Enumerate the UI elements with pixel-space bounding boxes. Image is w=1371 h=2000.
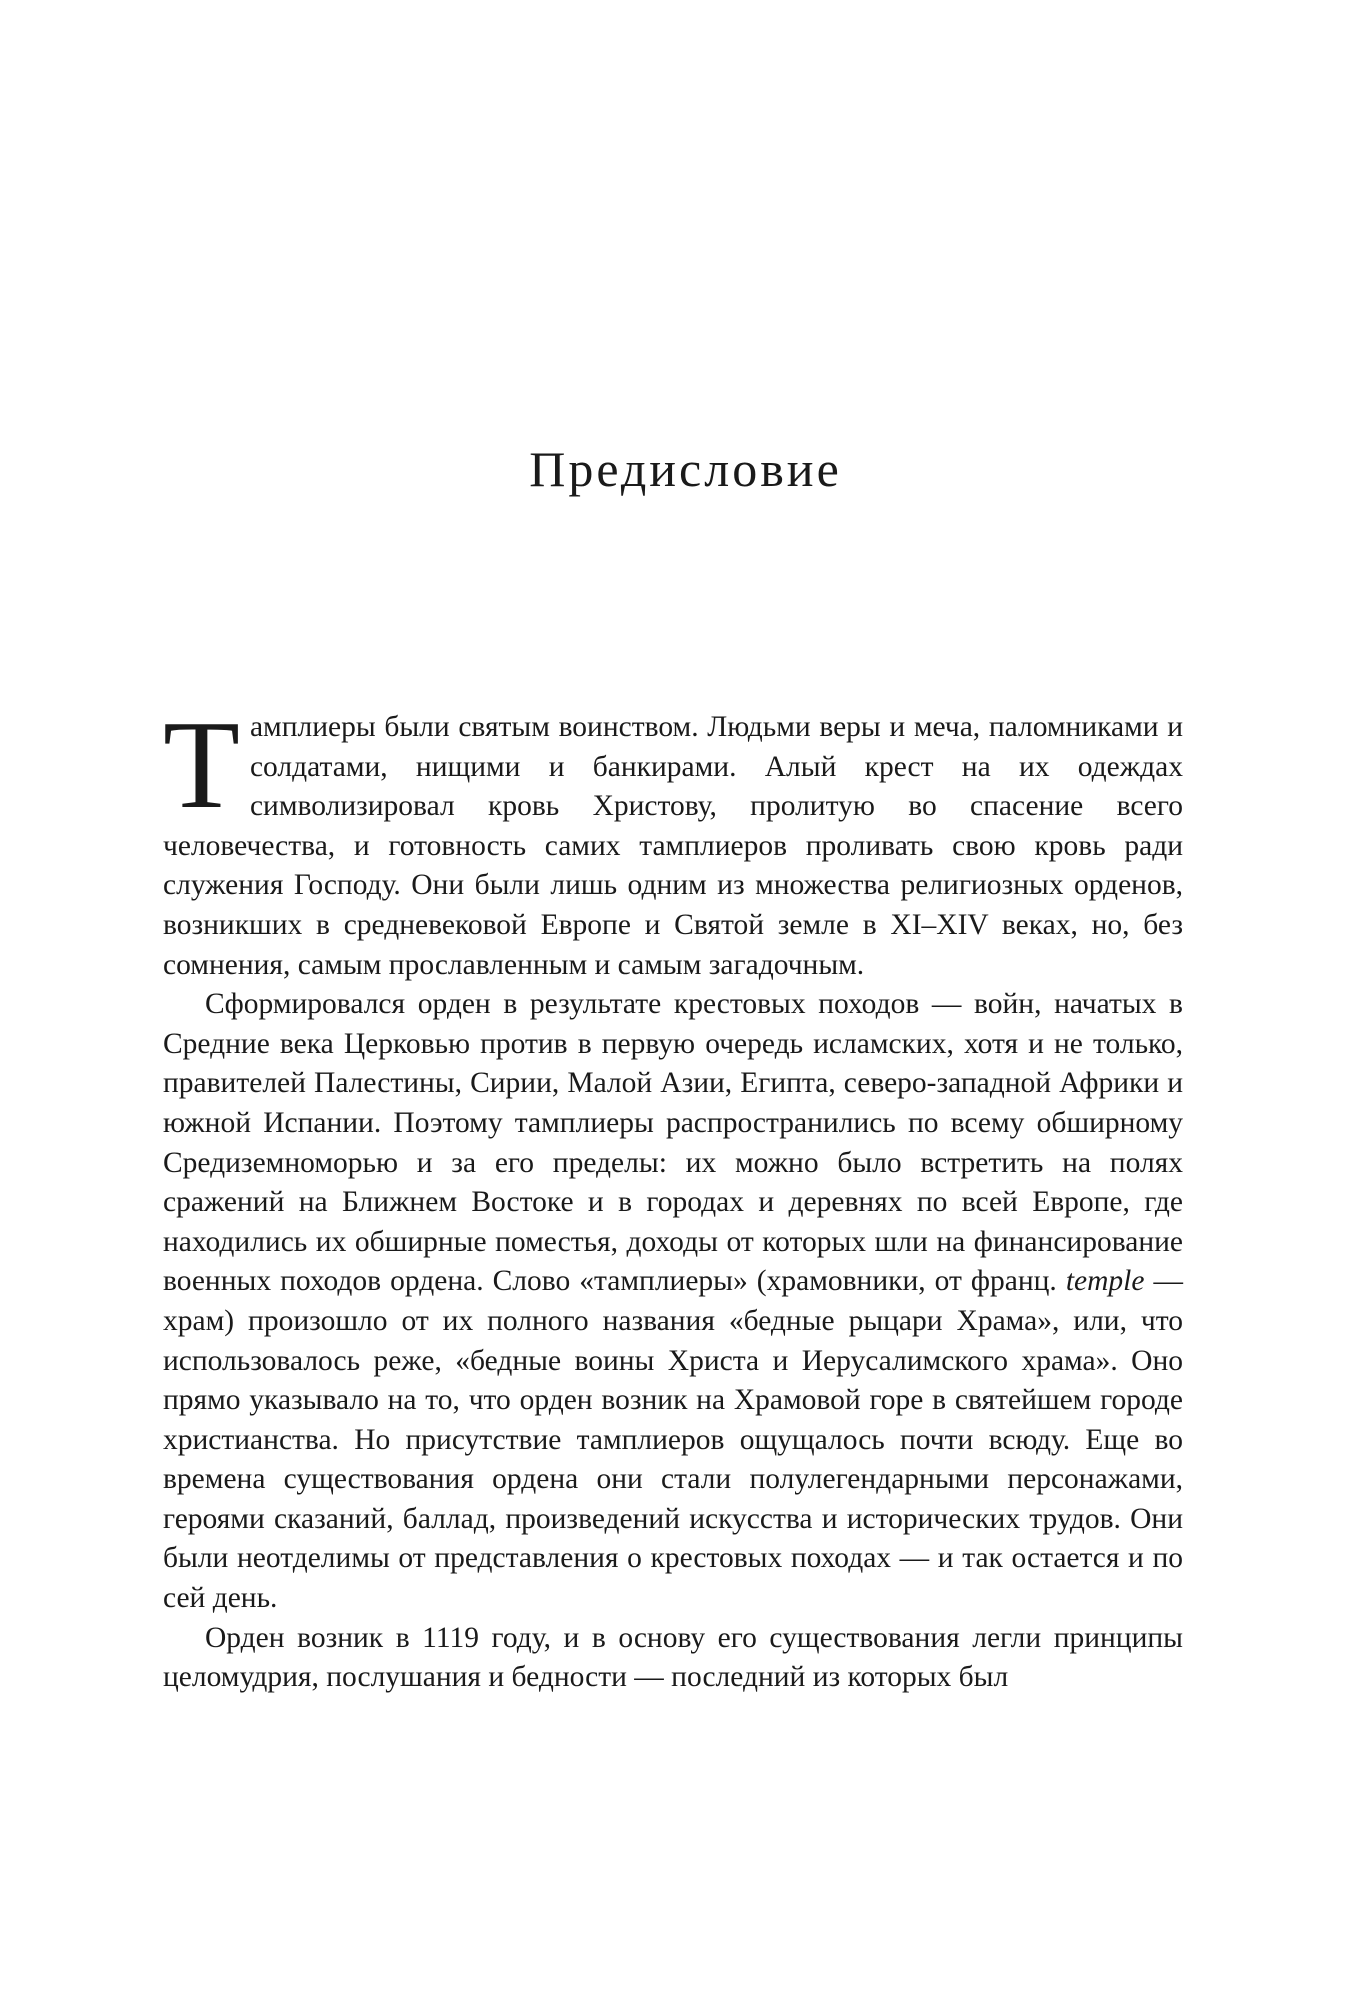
italic-term: temple: [1065, 1265, 1145, 1298]
paragraph-1: [163, 696, 1183, 985]
chapter-body: [163, 696, 1184, 1698]
chapter-title: Предисловие: [529, 441, 842, 497]
drop-cap: Т: [163, 696, 240, 835]
paragraph-2-text-b: — храм) произошло от их полного названия «бедные рыцари Храма», или, что использовалось реже, «бедные воины Христа и Иерусалимского храма». Оно прямо указывало на то, что орден возник на Храмовой горе в святейшем городе христианства. Но присутствие тамплиеров ощущалось почти всюду. Еще во времена существования ордена они стали полулегендарными персонажами, героями сказаний, баллад, произведений искусства и исторических трудов. Они были неотделимы от представления о крестовых походах — и так остается и по сей день.: [163, 1265, 1184, 1615]
paragraph-2: [163, 985, 1183, 1619]
paragraph-2-text-a: Сформировался орден в результате крестовых походов — войн, начатых в Средние века Церковью против в первую очередь исламских, хотя и не только, правителей Палестины, Сирии, Малой Азии, Египта, северо-западной Африки и южной Испании. Поэтому тамплиеры распространились по всему обширному Средиземноморью и за его пределы: их можно было встретить на полях сражений на Ближнем Востоке и в городах и деревнях по всей Европе, где находились их обширные поместья, доходы от которых шли на финансирование военных походов ордена. Слово «тамплиеры» (храмовники, от франц.: [163, 988, 1183, 1298]
paragraph-1-text: амплиеры были святым воинством. Людьми веры и меча, паломниками и солдатами, нищими и банкирами. Алый крест на их одеждах символизировал кровь Христову, пролитую во спасение всего человечества, и готовность самих тамплиеров проливать свою кровь ради служения Господу. Они были лишь одним из множества религиозных орденов, возникших в средневековой Европе и Святой земле в XI–XIV веках, но, без сомнения, самым прославленным и самым загадочным.: [163, 711, 1183, 981]
paragraph-3: [163, 1619, 1183, 1698]
paragraph-3-text: Орден возник в 1119 году, и в основу его существования легли принципы целомудрия, послушания и бедности — последний из которых был: [163, 1621, 1183, 1694]
